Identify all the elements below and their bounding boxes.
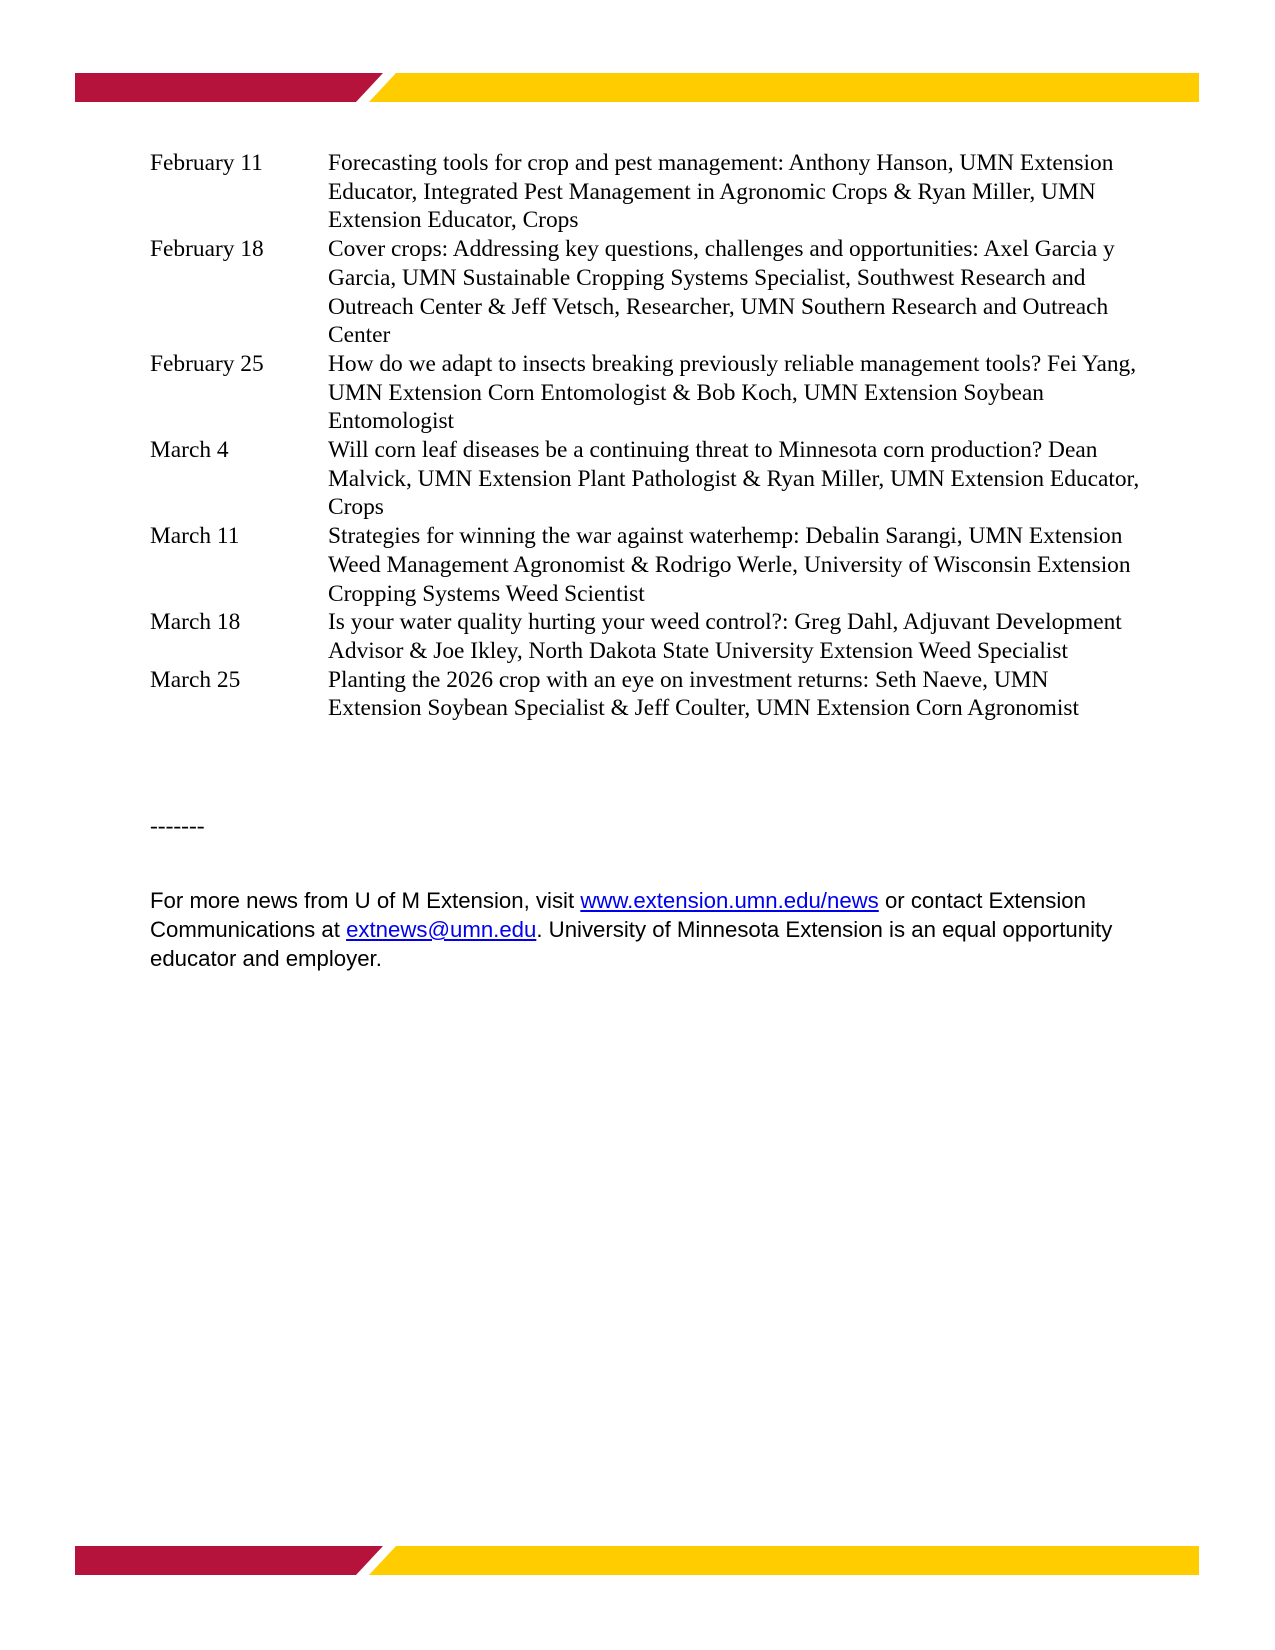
brand-stripe-graphic <box>75 73 1199 102</box>
gold-stripe <box>369 1546 1199 1575</box>
schedule-date: March 25 <box>150 666 241 693</box>
footer-text: For more news from U of M Extension, visit <box>150 888 581 913</box>
header-brand-band <box>75 73 1199 102</box>
maroon-stripe <box>75 1546 383 1575</box>
schedule-row <box>150 666 1150 723</box>
extnews-email-link[interactable]: extnews@umn.edu <box>346 917 537 942</box>
webinar-schedule <box>150 149 1150 723</box>
schedule-date: February 11 <box>150 150 263 176</box>
schedule-date: February 18 <box>150 236 264 263</box>
schedule-row <box>150 522 1150 608</box>
schedule-row <box>150 149 1150 235</box>
footer-brand-band <box>75 1546 1199 1575</box>
schedule-row <box>150 608 1150 665</box>
schedule-date: February 25 <box>150 350 264 377</box>
schedule-description: Planting the 2026 crop with an eye on investment returns: Seth Naeve, UMN Extension Soybean Specialist & Jeff Coulter, UMN Extension Corn Agronomist <box>328 666 1079 722</box>
schedule-description: Cover crops: Addressing key questions, challenges and opportunities: Axel Garcia y Garcia, UMN Sustainable Cropping Systems Specialist, Southwest Research and Outreach Center & Jeff Vetsch, Researcher, UMN Southern Research and Outreach Center <box>328 236 1115 349</box>
schedule-description: Forecasting tools for crop and pest management: Anthony Hanson, UMN Extension Educator, Integrated Pest Management in Agronomic Crops & Ryan Miller, UMN Extension Educator, Crops <box>328 150 1114 234</box>
footer-text: . University of Minnesota Extension is an equal opportunity educator and employer. <box>150 917 1113 971</box>
schedule-description: Strategies for winning the war against waterhemp: Debalin Sarangi, UMN Extension Weed Management Agronomist & Rodrigo Werle, University of Wisconsin Extension Cropping Systems Weed Scientist <box>328 523 1131 607</box>
footer-paragraph <box>150 886 1150 973</box>
section-separator: ------- <box>150 813 205 839</box>
schedule-date: March 11 <box>150 523 240 550</box>
schedule-row <box>150 235 1150 350</box>
schedule-description: How do we adapt to insects breaking previously reliable management tools? Fei Yang, UMN Extension Corn Entomologist & Bob Koch, UMN Extension Soybean Entomologist <box>328 350 1137 435</box>
extension-news-link[interactable]: www.extension.umn.edu/news <box>580 888 879 913</box>
footer-text: or contact Extension Communications at <box>150 888 1086 942</box>
schedule-date: March 18 <box>150 609 241 636</box>
schedule-description: Will corn leaf diseases be a continuing threat to Minnesota corn production? Dean Malvick, UMN Extension Plant Pathologist & Ryan Miller, UMN Extension Educator, Crops <box>328 437 1140 521</box>
schedule-date: March 4 <box>150 437 229 464</box>
gold-stripe <box>369 73 1199 102</box>
schedule-row <box>150 436 1150 522</box>
brand-stripe-graphic <box>75 1546 1199 1575</box>
schedule-row <box>150 350 1150 436</box>
maroon-stripe <box>75 73 383 102</box>
schedule-description: Is your water quality hurting your weed control?: Greg Dahl, Adjuvant Development Advisor & Joe Ikley, North Dakota State University Extension Weed Specialist <box>328 609 1122 664</box>
